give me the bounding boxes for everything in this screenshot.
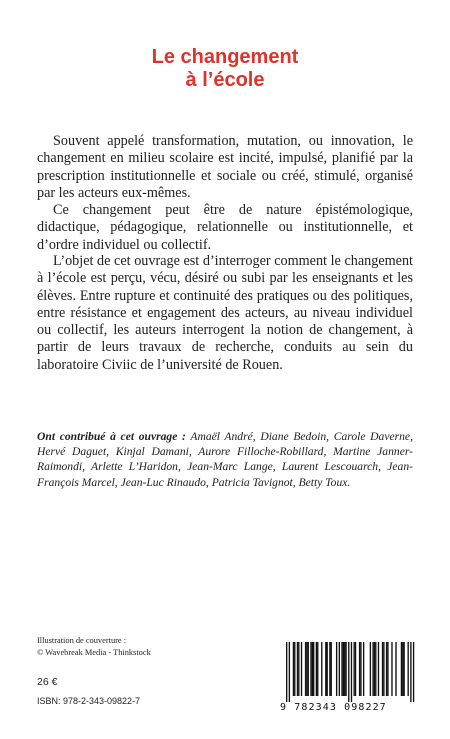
barcode-bar [331,642,332,696]
barcode-bar [374,642,375,696]
barcode-bar [297,642,298,696]
book-title [0,46,450,92]
book-title-line-2: à l’école [185,69,265,91]
barcode-bar [354,642,355,696]
summary-paragraph-2-text: Ce changement peut être de nature épistémologique, didactique, pédagogique, relationnelle ou institutionnelle, et d’ordre individuel ou collectif. [37,202,413,253]
illustration-label: Illustration de couverture : [37,636,127,645]
barcode-bar [363,642,364,696]
barcode-bar [301,642,302,696]
barcode-bar [336,642,337,696]
barcode-bar [305,642,306,696]
barcode-bar [316,642,317,696]
barcode-bar [312,642,313,696]
barcode-bar [344,642,345,696]
summary-paragraph-1-text: Souvent appelé transformation, mutation, ou innovation, le changement en milieu scolaire est incité, impulsé, planifié par la prescription institutionnelle et sociale ou créé, stimulé, organisé par les acteurs eux-mêmes. [37,133,413,201]
barcode-bar [345,642,346,696]
barcode-bar [293,642,294,696]
summary-paragraph-2 [37,202,413,254]
barcode-bar [298,642,299,696]
barcode-bar [351,642,352,702]
barcode-bar [395,642,396,696]
barcode-bar [317,642,318,696]
book-title-line-1: Le changement [151,46,299,68]
summary-paragraph-3-text: L’objet de cet ouvrage est d’interroger comment le changement à l’école est perçu, vécu, désiré ou subi par les enseignants et les élèves. Entre rupture et continuité des pratiques ou des politiques, entre résistance et engagement des acteurs, au niveau individuel ou collectif, les auteurs interrogent la notion de changement, à partir de leurs travaux de recherche, conduits au sein du laboratoire Civiic de l’université de Rouen. [37,253,413,373]
barcode-bar [360,642,361,696]
barcode-bar [383,642,384,696]
barcode-bar [308,642,309,696]
illustration-source: © Wavebreak Media - Thinkstock [37,647,151,657]
ean13-barcode-icon [280,642,420,702]
barcode-bar [321,642,322,696]
barcode-bar [387,642,388,696]
barcode-bar [355,642,356,696]
barcode-bar [306,642,307,696]
isbn: ISBN: 978-2-343-09822-7 [37,696,141,706]
barcode-bar [343,642,344,696]
barcode-bar [410,642,411,702]
illustration-credit [37,635,151,658]
contributors-names: Amaël André, Diane Bedoin, Carole Daverne, Hervé Daguet, Kinjal Damani, Aurore Filloche-Robillard, Martine Janner-Raimondi, Arlette L’Haridon, Jean-Marc Lange, Laurent Lescouarch, Jean-François Marcel, Jean-Luc Rinaudo, Patricia Tavignot, Betty Toux. [37,430,413,489]
summary-paragraph-1 [37,133,413,202]
barcode-bar [339,642,340,696]
barcode-bar [391,642,392,696]
barcode-bar [403,642,404,696]
barcode-digits: 9 782343 098227 [280,702,387,713]
summary-paragraph-3 [37,253,413,374]
contributors-list [37,429,413,490]
barcode-bar [401,642,402,696]
price: 26 € [37,676,58,688]
contributors-lead: Ont contribué à cet ouvrage : [37,430,186,443]
barcode-bar [359,642,360,696]
barcode-bar [289,642,290,702]
barcode-bar [370,642,371,696]
barcode-bar [378,642,379,696]
barcode-bar [286,642,287,702]
barcode-bar [294,642,295,696]
barcode-bar [386,642,387,696]
barcode-bar [402,642,403,696]
barcode-bar [413,642,414,702]
barcode-bar [329,642,330,696]
barcode-bar [408,642,409,696]
barcode-bar [313,642,314,696]
barcode-bar [372,642,373,696]
barcode-bar [310,642,311,696]
barcode-bar [341,642,342,696]
barcode-bar [382,642,383,696]
barcode-bar [375,642,376,696]
barcode-bar [327,642,328,696]
barcode-bar [325,642,326,696]
barcode-bar [348,642,349,702]
